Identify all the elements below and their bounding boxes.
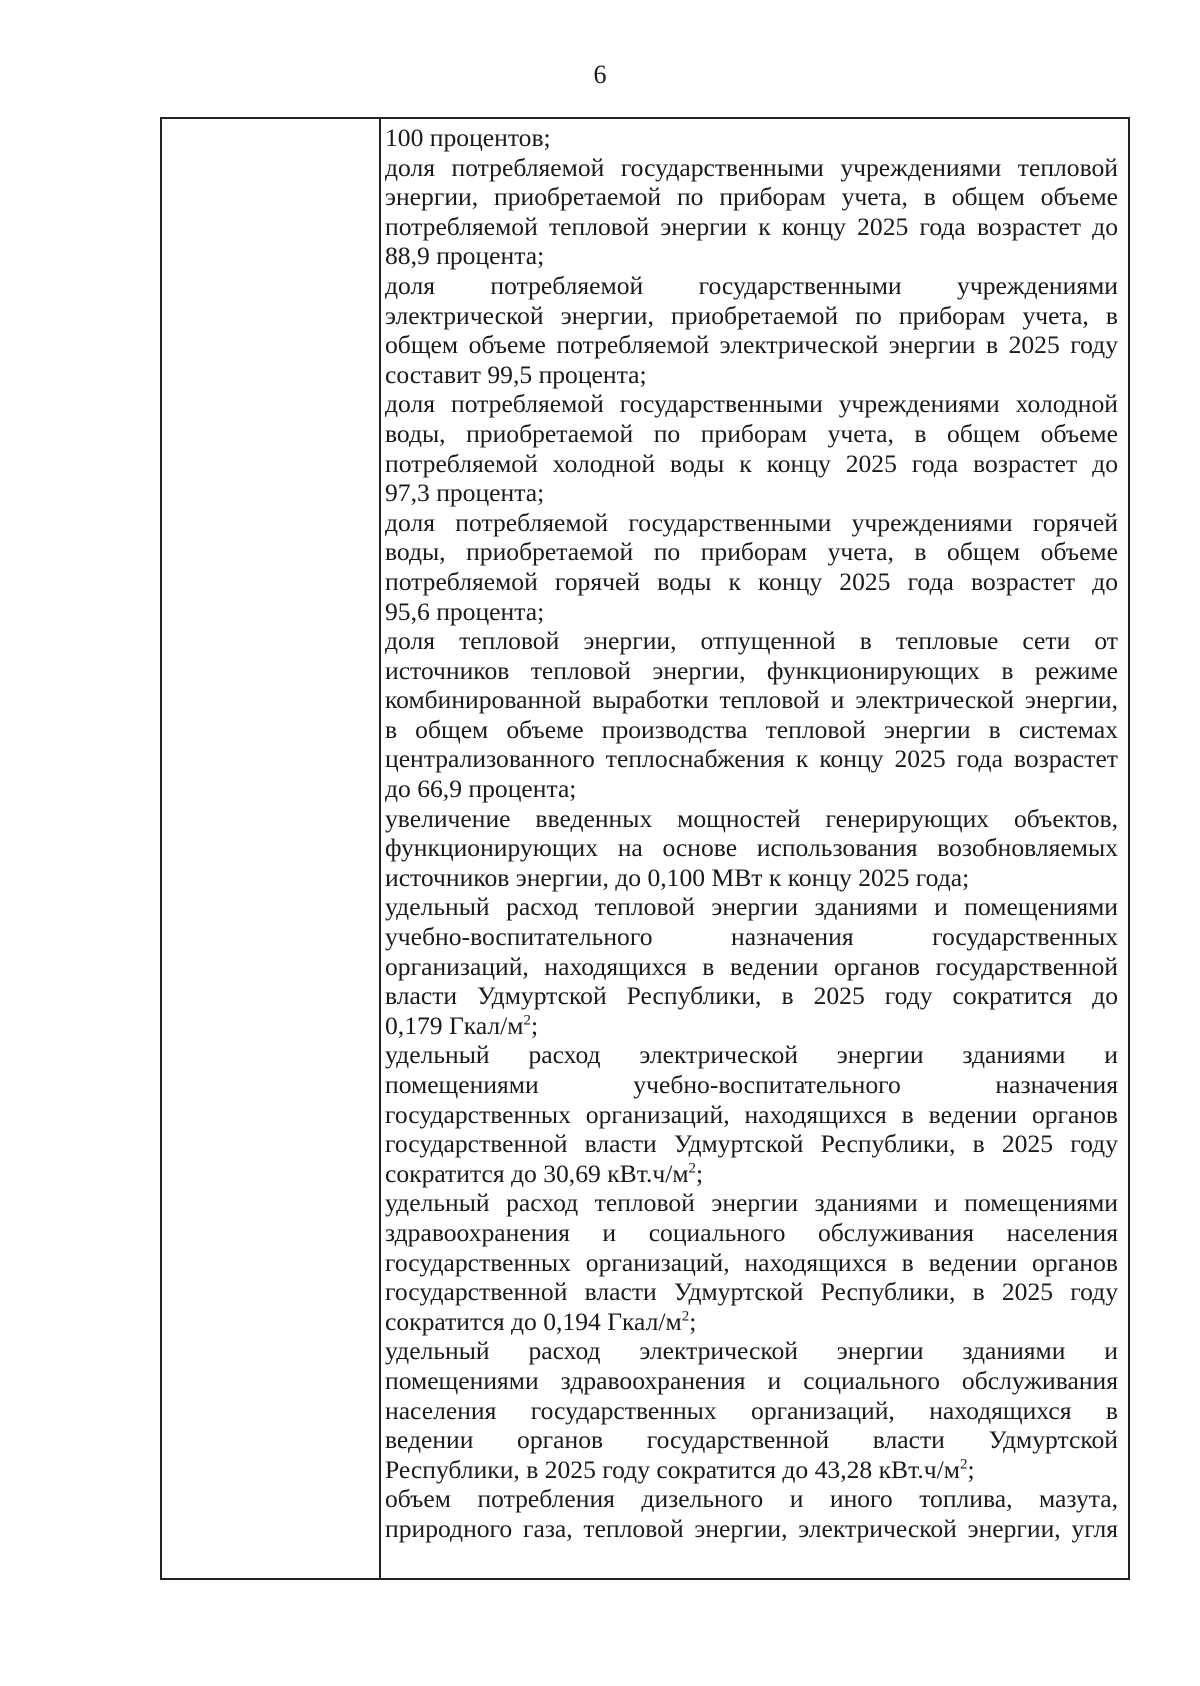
text-line [385, 153, 1118, 183]
text-line-content: природного газа, тепловой энергии, электрической энергии, угля [385, 1513, 1118, 1543]
text-line [385, 271, 1118, 301]
superscript: 2 [681, 1308, 690, 1325]
text-line-content: доля потребляемой государственными учреждениями тепловой [385, 152, 1118, 182]
text-line [385, 626, 1118, 656]
text-line [385, 1366, 1118, 1396]
text-line [385, 597, 1118, 627]
text-line-content: ведении органов государственной власти Удмуртской [385, 1425, 1118, 1455]
text-line-tail: ; [531, 1010, 539, 1040]
text-line [385, 1248, 1118, 1278]
superscript: 2 [959, 1456, 968, 1473]
text-line-content: общем объеме потребляемой электрической энергии в 2025 году [385, 330, 1118, 360]
text-line [385, 1484, 1118, 1514]
text-line [385, 1100, 1118, 1130]
text-line [385, 1129, 1118, 1159]
text-line [385, 1040, 1118, 1070]
text-line-content: удельный расход электрической энергии зданиями и [385, 1040, 1118, 1070]
text-line-content: источников тепловой энергии, функционирующих в режиме [385, 655, 1118, 685]
text-line-content: населения государственных организаций, находящихся в [385, 1395, 1118, 1425]
text-line-content: потребляемой холодной воды к концу 2025 года возрастет до [385, 448, 1118, 478]
text-line [385, 833, 1118, 863]
text-line-content: власти Удмуртской Республики, в 2025 году сократится до [385, 981, 1118, 1011]
text-line-content: организаций, находящихся в ведении органов государственной [385, 951, 1118, 981]
text-line [385, 1070, 1118, 1100]
text-line [385, 715, 1118, 745]
text-line [385, 744, 1118, 774]
text-line [385, 1188, 1118, 1218]
superscript: 2 [523, 1012, 531, 1029]
text-line-content: комбинированной выработки тепловой и электрической энергии, [385, 685, 1118, 715]
text-line [385, 241, 1118, 271]
text-line-content: Республики, в 2025 году сократится до 43,28 кВт.ч/м [385, 1454, 960, 1484]
text-line [385, 330, 1118, 360]
text-line-content: электрической энергии, приобретаемой по приборам учета, в [385, 300, 1118, 330]
text-line-content: потребляемой тепловой энергии к концу 2025 года возрастет до [385, 211, 1118, 241]
text-line [385, 892, 1118, 922]
text-line-content: сократится до 30,69 кВт.ч/м [385, 1158, 689, 1188]
text-line-content: 88,9 процента; [385, 241, 545, 271]
text-line [385, 656, 1118, 686]
text-line [385, 1159, 1118, 1189]
text-line-content: функционирующих на основе использования возобновляемых [385, 833, 1118, 863]
text-line-content: удельный расход электрической энергии зданиями и [385, 1336, 1118, 1366]
text-line-content: помещениями здравоохранения и социального обслуживания [385, 1365, 1118, 1395]
text-line [385, 1011, 1118, 1041]
text-line-tail: ; [967, 1454, 975, 1484]
text-line [385, 123, 1118, 153]
text-line-content: здравоохранения и социального обслуживания населения [385, 1217, 1118, 1247]
text-line [385, 389, 1118, 419]
text-line [385, 182, 1118, 212]
text-line-content: 0,179 Гкал/м [385, 1010, 524, 1040]
text-line-content: удельный расход тепловой энергии зданиями и помещениями [385, 892, 1118, 922]
text-line [385, 774, 1118, 804]
text-line-tail: ; [689, 1306, 697, 1336]
text-line-content: государственных организаций, находящихся в ведении органов [385, 1099, 1118, 1129]
text-line [385, 478, 1118, 508]
text-line-content: государственной власти Удмуртской Республики, в 2025 году [385, 1129, 1118, 1159]
superscript: 2 [688, 1160, 697, 1177]
text-line [385, 301, 1118, 331]
text-line [385, 567, 1118, 597]
table-content-cell [385, 123, 1118, 1578]
text-line [385, 419, 1118, 449]
text-line-content: государственных организаций, находящихся в ведении органов [385, 1247, 1118, 1277]
text-line-content: доля тепловой энергии, отпущенной в тепловые сети от [385, 626, 1118, 656]
text-line [385, 1218, 1118, 1248]
text-line [385, 922, 1118, 952]
text-line-content: увеличение введенных мощностей генерирующих объектов, [385, 803, 1118, 833]
page-number: 6 [593, 60, 607, 89]
text-line [385, 1336, 1118, 1366]
text-line [385, 685, 1118, 715]
text-line [385, 1307, 1118, 1337]
text-line-content: доля потребляемой государственными учреждениями холодной [385, 389, 1118, 419]
text-line [385, 981, 1118, 1011]
text-line [385, 1514, 1118, 1544]
text-line [385, 1396, 1118, 1426]
text-line [385, 1455, 1118, 1485]
text-line [385, 508, 1118, 538]
text-line-content: 97,3 процента; [385, 478, 545, 508]
table-column-divider [379, 119, 381, 1578]
text-line [385, 449, 1118, 479]
text-line [385, 1425, 1118, 1455]
text-line [385, 863, 1118, 893]
text-line [385, 537, 1118, 567]
text-line-tail: ; [696, 1158, 704, 1188]
text-line-content: до 66,9 процента; [385, 774, 577, 804]
text-line-content: источников энергии, до 0,100 МВт к концу 2025 года; [385, 862, 970, 892]
text-line-content: энергии, приобретаемой по приборам учета, в общем объеме [385, 182, 1118, 212]
text-line-content: 100 процентов; [385, 123, 551, 152]
text-line [385, 212, 1118, 242]
text-line-content: удельный расход тепловой энергии зданиями и помещениями [385, 1188, 1118, 1218]
text-line [385, 360, 1118, 390]
text-line-content: объем потребления дизельного и иного топлива, мазута, [385, 1484, 1118, 1514]
text-line-content: потребляемой горячей воды к концу 2025 года возрастет до [385, 566, 1118, 596]
text-line [385, 804, 1118, 834]
document-table [160, 117, 1130, 1580]
text-line-content: государственной власти Удмуртской Республики, в 2025 году [385, 1277, 1118, 1307]
text-line-content: централизованного теплоснабжения к концу 2025 года возрастет [385, 744, 1118, 774]
text-line-content: доля потребляемой государственными учреждениями горячей [385, 507, 1118, 537]
text-line [385, 1277, 1118, 1307]
text-line-content: воды, приобретаемой по приборам учета, в общем объеме [385, 418, 1118, 448]
text-line-content: доля потребляемой государственными учреждениями [385, 270, 1118, 300]
text-line-content: воды, приобретаемой по приборам учета, в общем объеме [385, 537, 1118, 567]
text-line-content: составит 99,5 процента; [385, 359, 647, 389]
text-line-content: сократится до 0,194 Гкал/м [385, 1306, 682, 1336]
text-line-content: в общем объеме производства тепловой энергии в системах [385, 714, 1118, 744]
text-line-content: учебно-воспитательного назначения государственных [385, 922, 1118, 952]
text-line-content: помещениями учебно-воспитательного назначения [385, 1070, 1118, 1099]
text-line [385, 952, 1118, 982]
text-line-content: 95,6 процента; [385, 596, 545, 626]
